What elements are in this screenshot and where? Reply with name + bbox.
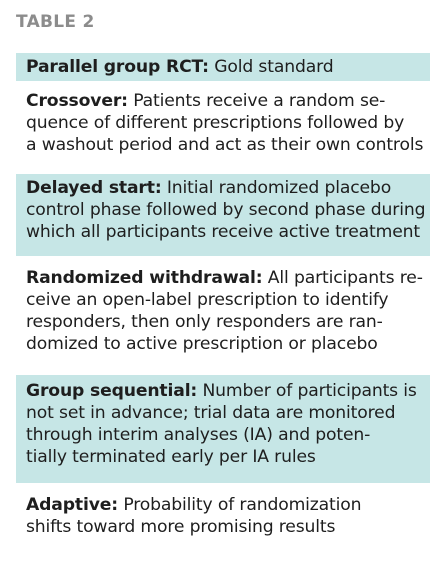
table-label: TABLE 2	[16, 12, 95, 32]
row-text: control phase followed by second phase during	[26, 200, 426, 220]
row-first-line	[26, 90, 424, 112]
row-term: Group sequential:	[26, 381, 198, 401]
row-text: responders, then only responders are ran-	[26, 312, 383, 332]
table-row-crossover	[16, 88, 430, 168]
table-row-randomized-withdrawal	[16, 264, 430, 368]
table-row-delayed-start	[16, 174, 430, 256]
row-text: ceive an open-label prescription to identify	[26, 290, 389, 310]
row-text: Gold standard	[208, 57, 334, 77]
row-first-line	[26, 56, 424, 78]
row-text: not set in advance; trial data are monitored	[26, 403, 396, 423]
table-row-adaptive	[16, 492, 430, 552]
row-first-line	[26, 267, 424, 289]
row-term: Randomized withdrawal:	[26, 268, 263, 288]
row-text: Patients receive a random se-	[127, 91, 386, 111]
table-row-parallel-group-rct	[16, 53, 430, 81]
row-term: Delayed start:	[26, 178, 162, 198]
row-text: a washout period and act as their own controls	[26, 135, 424, 155]
row-term: Crossover:	[26, 91, 128, 111]
row-text: tially terminated early per IA rules	[26, 447, 316, 467]
row-text: Probability of randomization	[118, 495, 362, 515]
row-term: Parallel group RCT:	[26, 57, 209, 77]
row-text: domized to active prescription or placebo	[26, 334, 378, 354]
row-text: Initial randomized placebo	[161, 178, 392, 198]
row-text: which all participants receive active treatment	[26, 222, 420, 242]
row-text: through interim analyses (IA) and poten-	[26, 425, 371, 445]
row-first-line	[26, 177, 424, 199]
row-text: quence of different prescriptions followed by	[26, 113, 405, 133]
row-first-line	[26, 380, 424, 402]
table-row-group-sequential	[16, 375, 430, 483]
row-text: shifts toward more promising results	[26, 517, 336, 537]
row-text: Number of participants is	[197, 381, 417, 401]
row-text: All participants re-	[262, 268, 423, 288]
row-term: Adaptive:	[26, 495, 118, 515]
row-first-line	[26, 494, 424, 516]
